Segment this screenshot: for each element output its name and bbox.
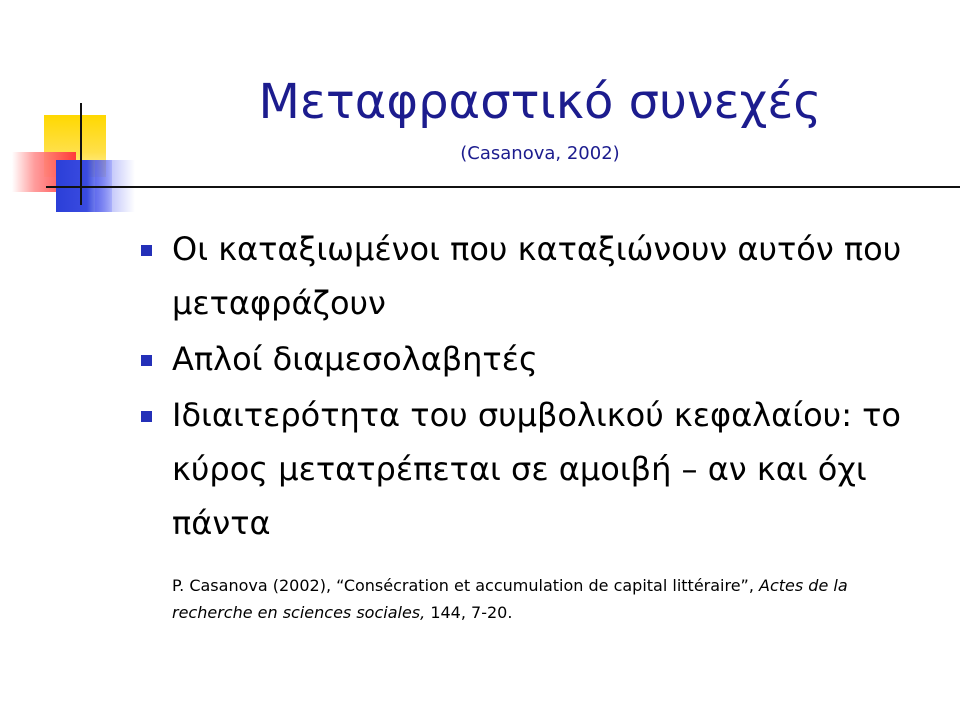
reference-pages: 144, 7-20. [425, 603, 513, 622]
bullet-text: Ιδιαιτερότητα του συμβολικού κεφαλαίου: το κύρος μετατρέπεται σε αμοιβή – αν και όχι πάντα [172, 396, 901, 542]
reference-article-title: “Consécration et accumulation de capital littéraire” [336, 576, 749, 595]
bullet-text: Οι καταξιωμένοι που καταξιώνουν αυτόν που μεταφράζουν [172, 230, 902, 322]
slide-title: Μεταφραστικό συνεχές [258, 74, 822, 130]
bullet-item [130, 332, 920, 386]
bullet-item [130, 222, 920, 330]
title-divider-line [46, 186, 960, 188]
square-bullet-icon [141, 411, 152, 422]
logo-vertical-line [80, 103, 82, 205]
bullet-list [130, 222, 920, 552]
reference-author-year: P. Casanova (2002), [172, 576, 337, 595]
reference-journal: Actes de la recherche en sciences sociales, [172, 576, 848, 622]
bullet-text: Απλοί διαμεσολαβητές [172, 340, 538, 378]
bullet-item [130, 388, 920, 550]
square-bullet-icon [141, 355, 152, 366]
bibliographic-reference [172, 572, 922, 626]
square-bullet-icon [141, 245, 152, 256]
reference-separator: , [748, 576, 760, 595]
slide-subtitle: (Casanova, 2002) [460, 143, 620, 164]
